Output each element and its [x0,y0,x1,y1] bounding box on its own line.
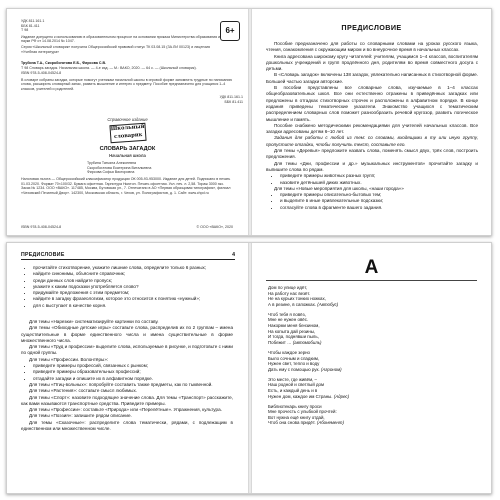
preface-paragraph: Для темы «Сказочные»: распределите слова тематически, рядами, с подлежащим в единственном или множественном числе. [21,419,233,432]
book-citation: Т 98 Словарь загадок. Начальная школа. — 4-е изд. — М.: ВАКО, 2020. — 64 с. — (Школьный словарик). [21,65,197,70]
book-description: В словаре собраны загадки, которые помогут ученикам начальной школы в игровой форме запомнить трудные по написанию слова, расширить словарный запас, развить мышление и интерес к предмету. Пособие предназначено для учащихся 1–4 классов, учителей и родителей. [21,77,233,91]
preface-bullet-list [266,173,478,186]
riddle-line: Мне не нужен овёс. [268,317,309,323]
riddle-line [268,420,478,426]
author-1: Трубина Татьяна Алексеевна [87,161,137,165]
riddle-line [268,394,478,400]
preface-paragraph: Книга адресована широкому кругу читателей: учителям, учащимся 1–4 классов, воспитателям дошкольных учреждений и групп продлённого дня, родителям во время совместного досуга с детьми. [266,53,478,72]
edition-type: Справочное издание [107,117,148,122]
classification-codes [203,95,243,104]
profession-list [21,363,233,382]
riddle-line: Мне прочесть с улыбкой прочтей: [268,409,337,415]
riddle-answer: (Агроном) [320,366,342,372]
preface-paragraph: Для темы «Профессии. Волонтёры»: [29,356,109,362]
riddle-line [268,340,478,346]
riddle-line: Дом по улице идёт, [268,285,308,290]
authors-block [21,61,233,92]
printing-details: Налоговая льгота — Общероссийский классификатор продукции ОК 005-93-953000. Издание для детей. Подписано в печать 01.03.2020. Формат 70×100/32. Бумага офсетная. Гарнитура Ньютон. Печать офсетная. Усл. печ. л. 2,58. Тираж 3000 экз. Заказ № 1234. ООО «ВАКО». 117485, Москва, Бутовская ул., 7. Отпечатано в АО «Первая образцовая типография», филиал «Чеховский Печатный Двор». 142300, Московская область, г. Чехов, ул. Полиграфистов, д. 1. Сайт: www.chpd.ru [21,177,231,195]
preface-paragraph: Для темы «Деревья» предложите назвать слова, поменять смысл двух, трёх слов, построить предложения. [266,148,478,160]
preface-paragraph: Пособие снабжено методическими рекомендациями для учителей начальных классов. Все загадки адресованы детям 6–10 лет. [266,122,478,135]
author-2: Скоробогатова Екатерина Витальевна [87,165,152,170]
task-bullet-list [21,265,233,309]
preface-body [266,41,478,211]
preface-page [252,9,491,235]
riddle-line: На копыта дай резины, [268,328,316,334]
riddle-line-text: Нужен дом, каждое им Страны. [268,393,333,399]
book-spread-bottom [6,242,492,494]
copyright: © ООО «ВАКО», 2020 [196,225,233,229]
list-item: • и выделите в иные привлекательные подсказки; [280,198,478,204]
book-title: СЛОВАРЬ ЗАГАДОК [99,146,156,152]
series-logo [109,123,146,143]
running-header-title: ПРЕДИСЛОВИЕ [21,252,65,258]
preface-paragraph: Для темы «Нарезки» систематизируйте картинки по составу. [29,319,159,324]
list-item: • отгадайте загадки и опишите их в алфавитном порядке. [33,376,233,382]
list-item: • приведите примеры профессий, связанных с рынком; [33,363,233,369]
preface-paragraph: Пособие предназначено для работы со словарными словами на уроках русского языка, чтения, ознакомления с окружающим миром и во внеурочное время в начальных классах. [266,41,478,53]
riddle-line: Накорми меня бензином, [268,323,320,329]
page-number: 4 [232,252,235,258]
section-divider [266,280,477,281]
preface-paragraph: В «Словарь загадок» включены 138 загадок, увлекательно написанных в стихотворной форме. Большей частью загадки авторские. [266,72,478,84]
riddle-line-text: Чтоб она снова придёт. [268,420,316,426]
list-item: • назовите детёнышей диких животных. [280,180,478,186]
imprint-footer [21,225,233,230]
riddle-answer: (Автобус) [317,301,339,307]
list-item: • среди данных слов найдите пропуск; [33,278,233,284]
riddle [268,377,478,399]
udk-line: УДК 811.161.1 [21,19,45,23]
riddle-line [268,302,478,308]
list-item: • приведите примеры описательно-бытовых тем; [280,192,478,198]
preface-heading: ПРЕДИСЛОВИЕ [341,23,402,32]
riddle-line: Нужен свет, тепло и воду [268,361,320,367]
riddle-answer: (автомобиль) [292,339,322,345]
riddle-line: Чтобы каждое зерно [268,349,310,355]
preface-paragraph: В пособии представлены все словарные слова, изучаемые в 1–4 классах общеобразовательных школ. Все они естественно отражены в приведённых загадках или предложены в отгадках стихотворных строчек и расположены в алфавитном порядке. В конце издания приведены тематические указатели. Знакомство учащихся с тематическим распределением словарных слов поможет разнообразить речевой кругозор, развить логическое мышление и память. [266,85,478,122]
riddle-line [268,367,478,373]
preface-paragraph: Для темы «Новые мероприятия для школы, «наши города»» [274,185,404,191]
riddle-line: На работу нас везёт. [268,290,311,296]
full-author-names [87,161,187,175]
code-line: Т 98 [21,28,29,33]
riddle-line: Вот нужна ещё книгу отдай, [268,414,325,420]
riddle-line: Это месте, где живём, – [268,376,317,382]
riddle-line-text: Дать ему с помощью рук. [268,366,320,372]
preface-paragraph: Для темы «Спорт»: назовите подходящее значение слова. Для темы «Транспорт» расскажите, как вами называются транспортные средства. Приведите примеры. [21,394,233,406]
riddle [268,404,478,426]
riddle-line: Библиотекарь книгу проси [268,403,322,409]
running-header [21,252,235,260]
section-letter: А [364,257,379,278]
riddle-line-text: Побежит … [268,339,292,345]
preface-paragraph: Для темы «Птиц-вольных»: попробуйте составить также предметы, как по тыквенной. [29,381,213,387]
imprint-header [21,19,221,54]
list-item: • прочитайте стихотворение, укажите лишние слова, определите только 6 разных; [33,265,233,271]
riddle-list [268,285,478,431]
preface-bullet-list-2 [266,192,478,211]
preface-continued-page [7,243,248,493]
bbk-line: ББК 81.411 [21,23,40,28]
preface-paragraph: Для темы «Труд и профессии» выделите слова, используемые в рисунке, и подготовьте с ними по одной группы. [21,344,233,356]
list-item: • согласуйте слова в фрагменте вашего задания. [280,205,478,211]
riddle-line: И тогда, поднявши пыль, [268,334,319,340]
riddle-answer: (Адрес) [333,393,350,399]
imprint-page [7,9,248,235]
authors-names: Трубина Т.А., Скоробогатова Е.Б., Фирсова С.В. [21,61,107,65]
riddle [268,285,478,307]
list-item: • найдите в загадку фразеологизм, которое это относится к понятию «нужный»; [33,296,233,302]
preface-paragraph: Для темы «Поэзия»: запишите рядом описание. [29,413,132,419]
riddle-answer: (Абонемент) [316,420,344,426]
author-3: Фирсова Софья Викторовна [87,170,135,175]
riddle-line: Не на курьих тонких ножках, [268,296,326,302]
bbk-code: ББК 81.411 [224,99,243,104]
series-line: Серия «Школьный словарик» получила Общероссийский правовой статус ТК 03.08.15 (ЗА.ЛИ 00123) и лицензия «Учебная литература» [21,44,210,54]
list-item: • приведите примеры животных разных групп; [280,173,478,179]
preface-paragraph: Для темы «Профессии»: составьте «Природа» или «Перелётные». Упражнения, культура. [29,407,222,413]
riddle [268,312,478,346]
list-item: • приведите примеры образовательных профессий; [33,369,233,375]
book-subtitle: Начальная школа [109,153,146,158]
isbn-line: ISBN 978-5-408-04524-8 [21,71,62,76]
riddle [268,350,478,372]
isbn-bottom: ISBN 978-5-408-04524-8 [21,225,62,229]
list-item: • найдите синонимы, объясните справочник; [33,271,233,277]
preface-paragraph: Для темы «Обиходные детские игры» составьте слова, распределив их по 2 группам – имена существительные в форме единственного числа и имена существительные в форме множественного числа. [21,325,233,343]
list-item: • укажите к каким подсказки употребляется слово? [33,284,233,290]
udk-code: УДК 811.161.1 [219,95,243,99]
riddle-line-text: А в резине, в сапожках. [268,301,317,307]
approval-line: Издание допущено к использованию в образовательном процессе на основании приказа Министерства образования и науки РФ от 14.08.2014 № 1047. [21,34,221,44]
riddles-page [252,243,491,493]
preface-paragraph: Для темы «Дни, профессии и др.» музыкальных инструментов» прочитайте загадку и выпишите слова по рядам. [266,160,478,172]
list-item: • для с выступает в качестве корня. [33,303,233,309]
age-rating-badge: 6+ [220,21,240,41]
preface-paragraph: Для темы «Растения»: составьте смысл любимых. [29,388,138,394]
riddle-line: Наш родной и светлый дом [268,382,325,388]
riddle-line: Чтоб тебя я повёз, [268,311,306,317]
riddle-line: Было сочным и сладким, [268,355,320,361]
preface-paragraph: Задания для работы с любой из тем: со словами, входящими в ту или иную группу, пропустите отгадки, чтобы получить текст, составьте его. [266,135,478,147]
preface-continued-body [21,319,233,432]
book-spread-top [6,8,492,236]
riddle-line: Есть, и каждый день и в [268,388,318,393]
logo-line-2: словарик [113,131,143,140]
list-item: • придумайте предложения с этим предметом; [33,290,233,296]
logo-line-1: Школьный [110,123,145,133]
